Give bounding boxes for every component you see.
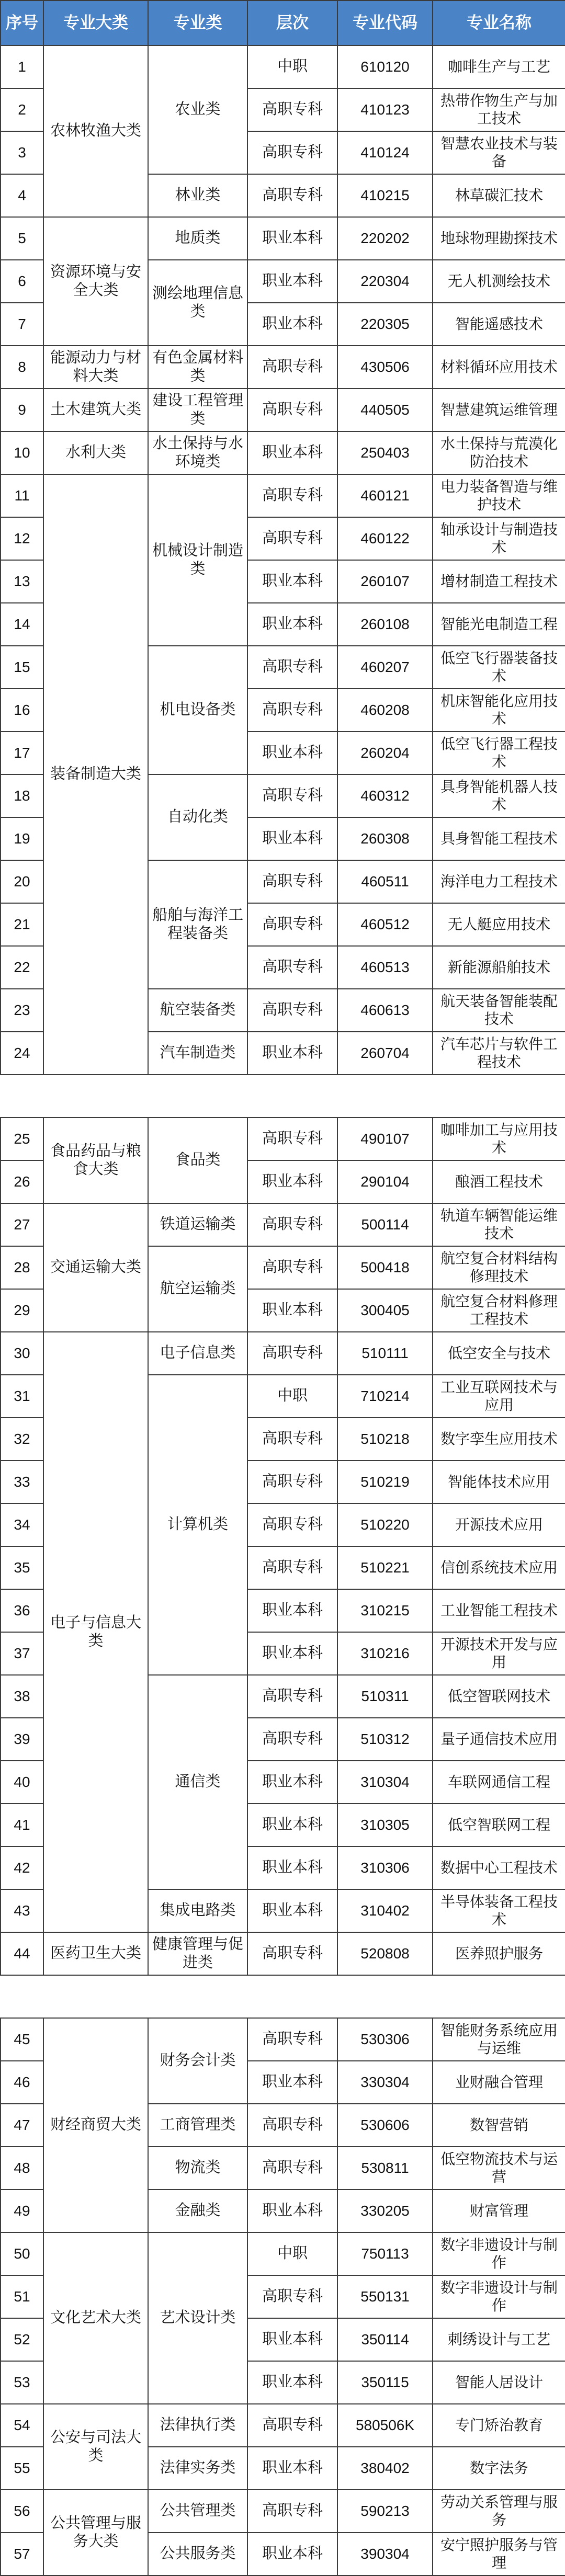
row-index: 55 <box>1 2447 43 2490</box>
subcategory-cell: 法律执行类 <box>148 2404 247 2447</box>
level-cell: 职业本科 <box>247 1804 337 1846</box>
major-code-cell: 220202 <box>337 217 433 260</box>
subcategory-cell: 航空装备类 <box>148 989 247 1032</box>
header-category: 专业大类 <box>43 1 148 45</box>
row-index: 23 <box>1 989 43 1032</box>
major-name-cell: 数字非遗设计与制作 <box>433 2232 565 2275</box>
row-index: 30 <box>1 1332 43 1375</box>
row-index: 48 <box>1 2147 43 2190</box>
level-cell: 职业本科 <box>247 217 337 260</box>
level-cell: 中职 <box>247 1375 337 1418</box>
row-index: 21 <box>1 903 43 946</box>
category-cell: 公安与司法大类 <box>43 2404 148 2490</box>
major-name-cell: 热带作物生产与加工技术 <box>433 88 565 131</box>
table-row <box>1 389 565 431</box>
subcategory-cell: 测绘地理信息类 <box>148 260 247 346</box>
major-name-cell: 无人艇应用技术 <box>433 903 565 946</box>
header-code: 专业代码 <box>337 1 433 45</box>
category-cell: 水利大类 <box>43 431 148 474</box>
row-index: 46 <box>1 2061 43 2104</box>
subcategory-cell: 法律实务类 <box>148 2447 247 2490</box>
table-row <box>1 45 565 88</box>
major-code-cell: 220304 <box>337 260 433 303</box>
section-separator <box>1 1075 565 1118</box>
major-name-cell: 水土保持与荒漠化防治技术 <box>433 431 565 474</box>
row-index: 49 <box>1 2190 43 2232</box>
major-code-cell: 430506 <box>337 346 433 389</box>
row-index: 15 <box>1 646 43 689</box>
major-name-cell: 航空复合材料结构修理技术 <box>433 1246 565 1289</box>
major-name-cell: 开源技术开发与应用 <box>433 1632 565 1675</box>
major-code-cell: 310402 <box>337 1889 433 1932</box>
row-index: 38 <box>1 1675 43 1718</box>
major-code-cell: 250403 <box>337 431 433 474</box>
major-code-cell: 500418 <box>337 1246 433 1289</box>
row-index: 41 <box>1 1804 43 1846</box>
row-index: 16 <box>1 689 43 732</box>
major-name-cell: 开源技术应用 <box>433 1503 565 1546</box>
major-name-cell: 低空安全与技术 <box>433 1332 565 1375</box>
subcategory-cell: 公共管理类 <box>148 2490 247 2533</box>
subcategory-cell: 财务会计类 <box>148 2018 247 2104</box>
row-index: 13 <box>1 560 43 603</box>
row-index: 42 <box>1 1846 43 1889</box>
row-index: 51 <box>1 2275 43 2318</box>
level-cell: 职业本科 <box>247 260 337 303</box>
major-code-cell: 590213 <box>337 2490 433 2533</box>
category-cell: 资源环境与安全大类 <box>43 217 148 346</box>
subcategory-cell: 机械设计制造类 <box>148 474 247 646</box>
subcategory-cell: 通信类 <box>148 1675 247 1889</box>
major-code-cell: 520808 <box>337 1932 433 1975</box>
level-cell: 职业本科 <box>247 1032 337 1075</box>
level-cell: 高职专科 <box>247 1332 337 1375</box>
row-index: 26 <box>1 1160 43 1203</box>
level-cell: 职业本科 <box>247 603 337 646</box>
table-row <box>1 2490 565 2533</box>
major-name-cell: 增材制造工程技术 <box>433 560 565 603</box>
major-code-cell: 260308 <box>337 817 433 860</box>
major-code-cell: 510312 <box>337 1718 433 1761</box>
row-index: 52 <box>1 2318 43 2361</box>
major-name-cell: 业财融合管理 <box>433 2061 565 2104</box>
subcategory-cell: 工商管理类 <box>148 2104 247 2147</box>
category-cell: 装备制造大类 <box>43 474 148 1075</box>
separator-cell <box>1 1075 565 1118</box>
subcategory-cell: 航空运输类 <box>148 1246 247 1332</box>
major-code-cell: 510220 <box>337 1503 433 1546</box>
level-cell: 高职专科 <box>247 860 337 903</box>
major-name-cell: 智能人居设计 <box>433 2361 565 2404</box>
subcategory-cell: 食品类 <box>148 1118 247 1203</box>
major-code-cell: 510111 <box>337 1332 433 1375</box>
major-name-cell: 智能财务系统应用与运维 <box>433 2018 565 2061</box>
row-index: 19 <box>1 817 43 860</box>
major-code-cell: 610120 <box>337 45 433 88</box>
major-name-cell: 工业智能工程技术 <box>433 1589 565 1632</box>
major-name-cell: 低空智联网工程 <box>433 1804 565 1846</box>
row-index: 8 <box>1 346 43 389</box>
major-name-cell: 低空飞行器工程技术 <box>433 732 565 774</box>
category-cell: 财经商贸大类 <box>43 2018 148 2232</box>
major-name-cell: 林草碳汇技术 <box>433 174 565 217</box>
subcategory-cell: 汽车制造类 <box>148 1032 247 1075</box>
major-code-cell: 710214 <box>337 1375 433 1418</box>
level-cell: 高职专科 <box>247 1718 337 1761</box>
major-name-cell: 劳动关系管理与服务 <box>433 2490 565 2533</box>
major-name-cell: 工业互联网技术与应用 <box>433 1375 565 1418</box>
row-index: 22 <box>1 946 43 989</box>
major-code-cell: 490107 <box>337 1118 433 1160</box>
level-cell: 职业本科 <box>247 1632 337 1675</box>
level-cell: 职业本科 <box>247 303 337 346</box>
major-name-cell: 安宁照护服务与管理 <box>433 2533 565 2575</box>
major-code-cell: 350114 <box>337 2318 433 2361</box>
row-index: 27 <box>1 1203 43 1246</box>
row-index: 44 <box>1 1932 43 1975</box>
subcategory-cell: 农业类 <box>148 45 247 174</box>
row-index: 20 <box>1 860 43 903</box>
row-index: 37 <box>1 1632 43 1675</box>
table-row <box>1 2404 565 2447</box>
major-code-cell: 510219 <box>337 1461 433 1503</box>
major-code-cell: 460613 <box>337 989 433 1032</box>
level-cell: 高职专科 <box>247 946 337 989</box>
level-cell: 职业本科 <box>247 1160 337 1203</box>
major-code-cell: 350115 <box>337 2361 433 2404</box>
major-name-cell: 电力装备智造与维护技术 <box>433 474 565 517</box>
table-row <box>1 2232 565 2275</box>
major-name-cell: 医养照护服务 <box>433 1932 565 1975</box>
table-header-row <box>1 1 565 45</box>
row-index: 25 <box>1 1118 43 1160</box>
level-cell: 高职专科 <box>247 774 337 817</box>
subcategory-cell: 金融类 <box>148 2190 247 2232</box>
level-cell: 高职专科 <box>247 174 337 217</box>
row-index: 39 <box>1 1718 43 1761</box>
subcategory-cell: 电子信息类 <box>148 1332 247 1375</box>
separator-cell <box>1 1975 565 2018</box>
subcategory-cell: 有色金属材料类 <box>148 346 247 389</box>
subcategory-cell: 建设工程管理类 <box>148 389 247 431</box>
level-cell: 中职 <box>247 45 337 88</box>
major-name-cell: 轨道车辆智能运维技术 <box>433 1203 565 1246</box>
category-cell: 电子与信息大类 <box>43 1332 148 1932</box>
row-index: 5 <box>1 217 43 260</box>
major-name-cell: 信创系统技术应用 <box>433 1546 565 1589</box>
subcategory-cell: 水土保持与水环境类 <box>148 431 247 474</box>
major-code-cell: 310306 <box>337 1846 433 1889</box>
major-code-cell: 310304 <box>337 1761 433 1804</box>
header-major-name: 专业名称 <box>433 1 565 45</box>
table-row <box>1 2018 565 2061</box>
table-row <box>1 346 565 389</box>
level-cell: 职业本科 <box>247 2447 337 2490</box>
category-cell: 医药卫生大类 <box>43 1932 148 1975</box>
major-code-cell: 440505 <box>337 389 433 431</box>
major-code-cell: 530606 <box>337 2104 433 2147</box>
row-index: 29 <box>1 1289 43 1332</box>
major-code-cell: 260204 <box>337 732 433 774</box>
major-name-cell: 数字法务 <box>433 2447 565 2490</box>
major-name-cell: 材料循环应用技术 <box>433 346 565 389</box>
major-code-cell: 260704 <box>337 1032 433 1075</box>
subcategory-cell: 铁道运输类 <box>148 1203 247 1246</box>
row-index: 6 <box>1 260 43 303</box>
major-code-cell: 310305 <box>337 1804 433 1846</box>
row-index: 32 <box>1 1418 43 1461</box>
level-cell: 高职专科 <box>247 903 337 946</box>
major-name-cell: 航天装备智能装配技术 <box>433 989 565 1032</box>
table-row <box>1 1203 565 1246</box>
major-code-cell: 460122 <box>337 517 433 560</box>
major-name-cell: 低空智联网技术 <box>433 1675 565 1718</box>
major-code-cell: 550131 <box>337 2275 433 2318</box>
major-code-cell: 380402 <box>337 2447 433 2490</box>
major-name-cell: 刺绣设计与工艺 <box>433 2318 565 2361</box>
subcategory-cell: 集成电路类 <box>148 1889 247 1932</box>
category-cell: 农林牧渔大类 <box>43 45 148 217</box>
row-index: 24 <box>1 1032 43 1075</box>
row-index: 54 <box>1 2404 43 2447</box>
table-row <box>1 1332 565 1375</box>
major-code-cell: 310215 <box>337 1589 433 1632</box>
row-index: 18 <box>1 774 43 817</box>
major-name-cell: 具身智能工程技术 <box>433 817 565 860</box>
category-cell: 交通运输大类 <box>43 1203 148 1332</box>
major-name-cell: 地球物理勘探技术 <box>433 217 565 260</box>
major-code-cell: 260108 <box>337 603 433 646</box>
major-code-cell: 300405 <box>337 1289 433 1332</box>
major-name-cell: 低空物流技术与运营 <box>433 2147 565 2190</box>
row-index: 50 <box>1 2232 43 2275</box>
level-cell: 高职专科 <box>247 1203 337 1246</box>
major-name-cell: 航空复合材料修理工程技术 <box>433 1289 565 1332</box>
major-name-cell: 半导体装备工程技术 <box>433 1889 565 1932</box>
major-code-cell: 750113 <box>337 2232 433 2275</box>
major-code-cell: 410123 <box>337 88 433 131</box>
major-code-cell: 510218 <box>337 1418 433 1461</box>
major-name-cell: 具身智能机器人技术 <box>433 774 565 817</box>
level-cell: 职业本科 <box>247 2533 337 2575</box>
row-index: 14 <box>1 603 43 646</box>
major-name-cell: 酿酒工程技术 <box>433 1160 565 1203</box>
major-code-cell: 410215 <box>337 174 433 217</box>
row-index: 10 <box>1 431 43 474</box>
subcategory-cell: 船舶与海洋工程装备类 <box>148 860 247 989</box>
level-cell: 高职专科 <box>247 1246 337 1289</box>
level-cell: 职业本科 <box>247 1589 337 1632</box>
level-cell: 职业本科 <box>247 431 337 474</box>
subcategory-cell: 健康管理与促进类 <box>148 1932 247 1975</box>
major-name-cell: 海洋电力工程技术 <box>433 860 565 903</box>
row-index: 33 <box>1 1461 43 1503</box>
major-code-cell: 310216 <box>337 1632 433 1675</box>
level-cell: 高职专科 <box>247 1461 337 1503</box>
row-index: 4 <box>1 174 43 217</box>
major-code-cell: 260107 <box>337 560 433 603</box>
row-index: 2 <box>1 88 43 131</box>
level-cell: 高职专科 <box>247 989 337 1032</box>
major-name-cell: 智能体技术应用 <box>433 1461 565 1503</box>
level-cell: 高职专科 <box>247 346 337 389</box>
level-cell: 高职专科 <box>247 1546 337 1589</box>
major-code-cell: 460208 <box>337 689 433 732</box>
major-name-cell: 智能光电制造工程 <box>433 603 565 646</box>
major-code-cell: 530811 <box>337 2147 433 2190</box>
major-name-cell: 智慧农业技术与装备 <box>433 131 565 174</box>
major-code-cell: 460121 <box>337 474 433 517</box>
level-cell: 职业本科 <box>247 1761 337 1804</box>
row-index: 40 <box>1 1761 43 1804</box>
level-cell: 高职专科 <box>247 88 337 131</box>
header-index: 序号 <box>1 1 43 45</box>
level-cell: 高职专科 <box>247 2104 337 2147</box>
level-cell: 高职专科 <box>247 1932 337 1975</box>
subcategory-cell: 林业类 <box>148 174 247 217</box>
major-name-cell: 轴承设计与制造技术 <box>433 517 565 560</box>
major-code-cell: 460312 <box>337 774 433 817</box>
major-name-cell: 汽车芯片与软件工程技术 <box>433 1032 565 1075</box>
major-code-cell: 510311 <box>337 1675 433 1718</box>
row-index: 9 <box>1 389 43 431</box>
category-cell: 土木建筑大类 <box>43 389 148 431</box>
major-name-cell: 机床智能化应用技术 <box>433 689 565 732</box>
major-code-cell: 330304 <box>337 2061 433 2104</box>
row-index: 45 <box>1 2018 43 2061</box>
major-name-cell: 智慧建筑运维管理 <box>433 389 565 431</box>
level-cell: 高职专科 <box>247 646 337 689</box>
row-index: 12 <box>1 517 43 560</box>
major-code-cell: 460513 <box>337 946 433 989</box>
category-cell: 文化艺术大类 <box>43 2232 148 2404</box>
level-cell: 职业本科 <box>247 1846 337 1889</box>
category-cell: 公共管理与服务大类 <box>43 2490 148 2575</box>
major-code-cell: 530306 <box>337 2018 433 2061</box>
row-index: 11 <box>1 474 43 517</box>
row-index: 28 <box>1 1246 43 1289</box>
row-index: 56 <box>1 2490 43 2533</box>
subcategory-cell: 地质类 <box>148 217 247 260</box>
level-cell: 高职专科 <box>247 389 337 431</box>
category-cell: 能源动力与材料大类 <box>43 346 148 389</box>
level-cell: 职业本科 <box>247 732 337 774</box>
major-code-cell: 500114 <box>337 1203 433 1246</box>
row-index: 47 <box>1 2104 43 2147</box>
table-row <box>1 474 565 517</box>
major-name-cell: 数据中心工程技术 <box>433 1846 565 1889</box>
major-code-cell: 510221 <box>337 1546 433 1589</box>
level-cell: 高职专科 <box>247 2404 337 2447</box>
row-index: 34 <box>1 1503 43 1546</box>
level-cell: 高职专科 <box>247 1503 337 1546</box>
row-index: 3 <box>1 131 43 174</box>
major-code-cell: 460511 <box>337 860 433 903</box>
row-index: 57 <box>1 2533 43 2575</box>
level-cell: 职业本科 <box>247 2190 337 2232</box>
section-separator <box>1 1975 565 2018</box>
row-index: 7 <box>1 303 43 346</box>
major-name-cell: 车联网通信工程 <box>433 1761 565 1804</box>
major-name-cell: 数智营销 <box>433 2104 565 2147</box>
major-name-cell: 咖啡加工与应用技术 <box>433 1118 565 1160</box>
table-body <box>1 45 565 2575</box>
row-index: 43 <box>1 1889 43 1932</box>
level-cell: 高职专科 <box>247 2490 337 2533</box>
level-cell: 职业本科 <box>247 2061 337 2104</box>
level-cell: 高职专科 <box>247 1675 337 1718</box>
major-name-cell: 专门矫治教育 <box>433 2404 565 2447</box>
subcategory-cell: 计算机类 <box>148 1375 247 1675</box>
major-code-cell: 410124 <box>337 131 433 174</box>
major-name-cell: 数字非遗设计与制作 <box>433 2275 565 2318</box>
major-code-cell: 390304 <box>337 2533 433 2575</box>
subcategory-cell: 物流类 <box>148 2147 247 2190</box>
header-level: 层次 <box>247 1 337 45</box>
major-name-cell: 新能源船舶技术 <box>433 946 565 989</box>
row-index: 53 <box>1 2361 43 2404</box>
level-cell: 职业本科 <box>247 2318 337 2361</box>
level-cell: 高职专科 <box>247 1118 337 1160</box>
table-row <box>1 217 565 260</box>
level-cell: 高职专科 <box>247 2147 337 2190</box>
header-subcategory: 专业类 <box>148 1 247 45</box>
subcategory-cell: 公共服务类 <box>148 2533 247 2575</box>
row-index: 36 <box>1 1589 43 1632</box>
major-code-cell: 580506K <box>337 2404 433 2447</box>
level-cell: 职业本科 <box>247 2361 337 2404</box>
major-code-cell: 330205 <box>337 2190 433 2232</box>
table-row <box>1 1118 565 1160</box>
level-cell: 高职专科 <box>247 474 337 517</box>
subcategory-cell: 艺术设计类 <box>148 2232 247 2404</box>
row-index: 31 <box>1 1375 43 1418</box>
major-name-cell: 数字孪生应用技术 <box>433 1418 565 1461</box>
subcategory-cell: 机电设备类 <box>148 646 247 774</box>
major-name-cell: 低空飞行器装备技术 <box>433 646 565 689</box>
major-name-cell: 智能遥感技术 <box>433 303 565 346</box>
level-cell: 职业本科 <box>247 1289 337 1332</box>
level-cell: 高职专科 <box>247 689 337 732</box>
level-cell: 高职专科 <box>247 1418 337 1461</box>
major-name-cell: 咖啡生产与工艺 <box>433 45 565 88</box>
subcategory-cell: 自动化类 <box>148 774 247 860</box>
level-cell: 中职 <box>247 2232 337 2275</box>
row-index: 17 <box>1 732 43 774</box>
table-row <box>1 431 565 474</box>
row-index: 1 <box>1 45 43 88</box>
level-cell: 高职专科 <box>247 2275 337 2318</box>
major-name-cell: 无人机测绘技术 <box>433 260 565 303</box>
level-cell: 高职专科 <box>247 131 337 174</box>
major-name-cell: 财富管理 <box>433 2190 565 2232</box>
category-cell: 食品药品与粮食大类 <box>43 1118 148 1203</box>
row-index: 35 <box>1 1546 43 1589</box>
level-cell: 职业本科 <box>247 1889 337 1932</box>
major-code-cell: 460512 <box>337 903 433 946</box>
major-name-cell: 量子通信技术应用 <box>433 1718 565 1761</box>
major-code-cell: 220305 <box>337 303 433 346</box>
level-cell: 高职专科 <box>247 2018 337 2061</box>
level-cell: 职业本科 <box>247 560 337 603</box>
level-cell: 高职专科 <box>247 517 337 560</box>
table-row <box>1 1932 565 1975</box>
level-cell: 职业本科 <box>247 817 337 860</box>
major-code-cell: 460207 <box>337 646 433 689</box>
major-code-cell: 290104 <box>337 1160 433 1203</box>
